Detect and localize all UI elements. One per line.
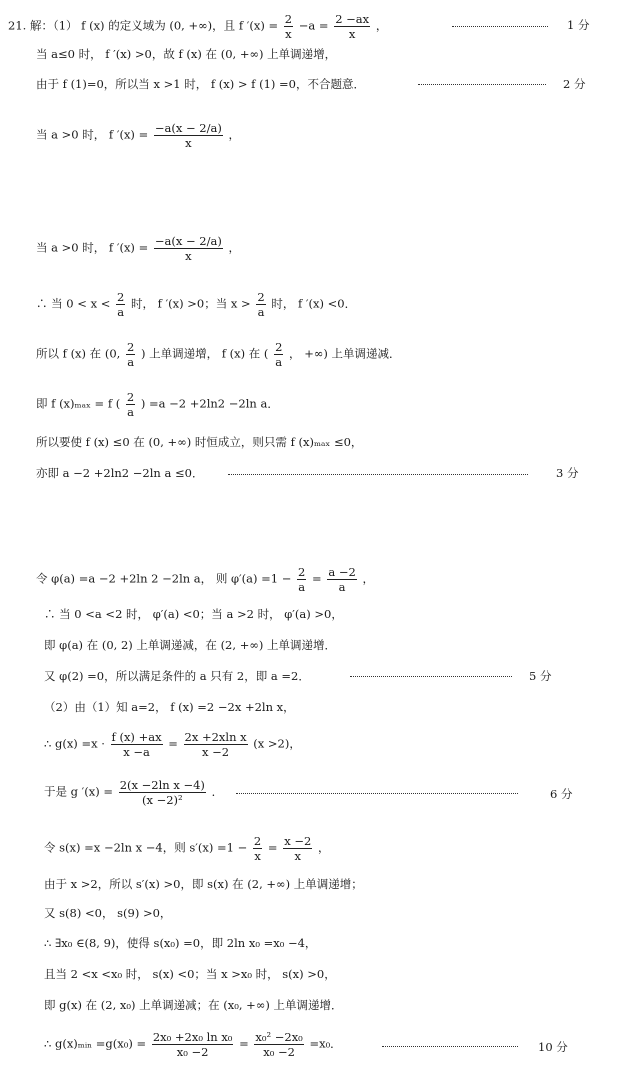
problem-line-11: 令 φ(a) =a −2 +2ln 2 −2ln a， 则 φ′(a) =1 − $\frac{2}{a}$ = $\frac{a -2}{a}$ ， <box>36 565 374 594</box>
problem-line-4: 当 a >0 时， f ′(x) = $\frac{-a(x - 2/a)}{x}$ ， <box>36 121 240 150</box>
fraction: $\frac{2}{a}$ <box>126 390 135 419</box>
score-5: 5 分 <box>529 669 552 683</box>
fraction: $\frac{2}{x}$ <box>253 834 262 863</box>
fraction: $\frac{2}{a}$ <box>257 290 265 319</box>
problem-line-16: ∴ g(x) =x · $\frac{f (x) +ax}{x -a}$ = $\frac{\text{2x +2xln x}}{x -2}$ (x >2)， <box>44 730 301 759</box>
fraction: $\frac{\text{2x₀ +2x₀ ln x₀}}{\text{x₀ −2}}$ <box>152 1030 233 1059</box>
problem-line-20: 又 s(8) <0， s(9) >0， <box>44 906 172 920</box>
problem-line-17: 于是 g ′(x) = $\frac{\text{2(x −2ln x −4)}}{\text{(x −2)²}}$ ． <box>44 778 224 807</box>
problem-line-5: 当 a >0 时， f ′(x) = $\frac{-a(x - 2/a)}{x}$ ， <box>36 234 240 263</box>
problem-line-2: 当 a≤0 时， f ′(x) >0，故 f (x) 在 (0, +∞) 上单调递增， <box>36 47 337 61</box>
score-6: 6 分 <box>550 787 573 801</box>
leader-dots <box>418 84 546 85</box>
problem-line-18: 令 s(x) =x −2ln x −4，则 s′(x) =1 − $\frac{2}{x}$ = $\frac{x -2}{x}$ ， <box>44 834 330 863</box>
leader-dots <box>236 793 518 794</box>
problem-line-6: ∴ 当 0 < x < $\frac{2}{a}$ 时， f ′(x) >0；当 x > $\frac{2}{a}$ 时， f ′(x) <0． <box>36 290 357 319</box>
fraction: $\frac{2 -ax}{x}$ <box>335 12 370 41</box>
score-3: 3 分 <box>556 466 579 480</box>
fraction: $\frac{\text{2(x −2ln x −4)}}{\text{(x −2)²}}$ <box>119 778 205 807</box>
problem-line-7: 所以 f (x) 在 (0, $\frac{2}{a}$ ) 上单调递增， f (x) 在 ( $\frac{2}{a}$ ， +∞) 上单调递减． <box>36 340 401 369</box>
problem-line-14: 又 φ(2) =0，所以满足条件的 a 只有 2，即 a =2． <box>44 669 310 683</box>
problem-line-9: 所以要使 f (x) ≤0 在 (0, +∞) 时恒成立，则只需 f (x)ₘₐₓ ≤0， <box>36 435 363 449</box>
fraction: $\frac{a -2}{a}$ <box>328 565 356 594</box>
leader-dots <box>452 26 548 27</box>
fraction: $\frac{2}{a}$ <box>298 565 306 594</box>
leader-dots <box>228 474 528 475</box>
problem-line-10: 亦即 a −2 +2ln2 −2ln a ≤0． <box>36 466 204 480</box>
problem-line-15: （2）由（1）知 a=2， f (x) =2 −2x +2ln x， <box>44 700 295 714</box>
leader-dots <box>382 1046 518 1047</box>
score-1: 1 分 <box>567 18 590 32</box>
fraction: $\frac{-a(x - 2/a)}{x}$ <box>154 234 222 263</box>
leader-dots <box>350 676 512 677</box>
problem-line-12: ∴ 当 0 <a <2 时， φ′(a) <0；当 a >2 时， φ′(a) >0， <box>44 607 343 621</box>
problem-line-3: 由于 f (1)=0，所以当 x >1 时， f (x) > f (1) =0，不合题意． <box>36 77 365 91</box>
fraction: $\frac{2}{a}$ <box>275 340 283 369</box>
score-10: 10 分 <box>538 1040 568 1054</box>
fraction: $\frac{-a(x - 2/a)}{x}$ <box>154 121 222 150</box>
fraction: $\frac{2}{x}$ <box>284 12 293 41</box>
problem-number: 21. <box>8 18 27 33</box>
fraction: $\frac{\text{2x +2xln x}}{x -2}$ <box>184 730 247 759</box>
fraction: $\frac{x -2}{x}$ <box>284 834 312 863</box>
problem-line-19: 由于 x >2，所以 s′(x) >0，即 s(x) 在 (2, +∞) 上单调递增； <box>44 877 363 891</box>
problem-line-1: 21. 解：（1） f (x) 的定义域为 (0, +∞)，且 f ′(x) = $\frac{2}{x}$ −a = $\frac{2 -ax}{x}$ ， <box>8 12 388 41</box>
problem-line-22: 且当 2 <x <x₀ 时， s(x) <0；当 x >x₀ 时， s(x) >0， <box>44 967 336 981</box>
problem-line-8: 即 f (x)ₘₐₓ = f ( $\frac{2}{a}$ ) =a −2 +2ln2 −2ln a． <box>36 390 279 419</box>
fraction: $\frac{2}{a}$ <box>117 290 125 319</box>
problem-line-23: 即 g(x) 在 (2, x₀) 上单调递减；在 (x₀, +∞) 上单调递增． <box>44 998 343 1012</box>
score-2: 2 分 <box>563 77 586 91</box>
fraction: $\frac{f (x) +ax}{x -a}$ <box>111 730 162 759</box>
problem-line-21: ∴ ∃x₀ ∈(8, 9)，使得 s(x₀) =0，即 2ln x₀ =x₀ −4， <box>44 936 317 950</box>
problem-line-13: 即 φ(a) 在 (0, 2) 上单调递减，在 (2, +∞) 上单调递增． <box>44 638 337 652</box>
problem-line-24: ∴ g(x)ₘᵢₙ =g(x₀) = $\frac{\text{2x₀ +2x₀ ln x₀}}{\text{x₀ −2}}$ = $\frac{\text{x₀² −2x₀}}{\text{x₀ −2}}$ =x₀． <box>44 1030 342 1059</box>
fraction: $\frac{2}{a}$ <box>126 340 135 369</box>
fraction: $\frac{\text{x₀² −2x₀}}{\text{x₀ −2}}$ <box>255 1030 303 1059</box>
